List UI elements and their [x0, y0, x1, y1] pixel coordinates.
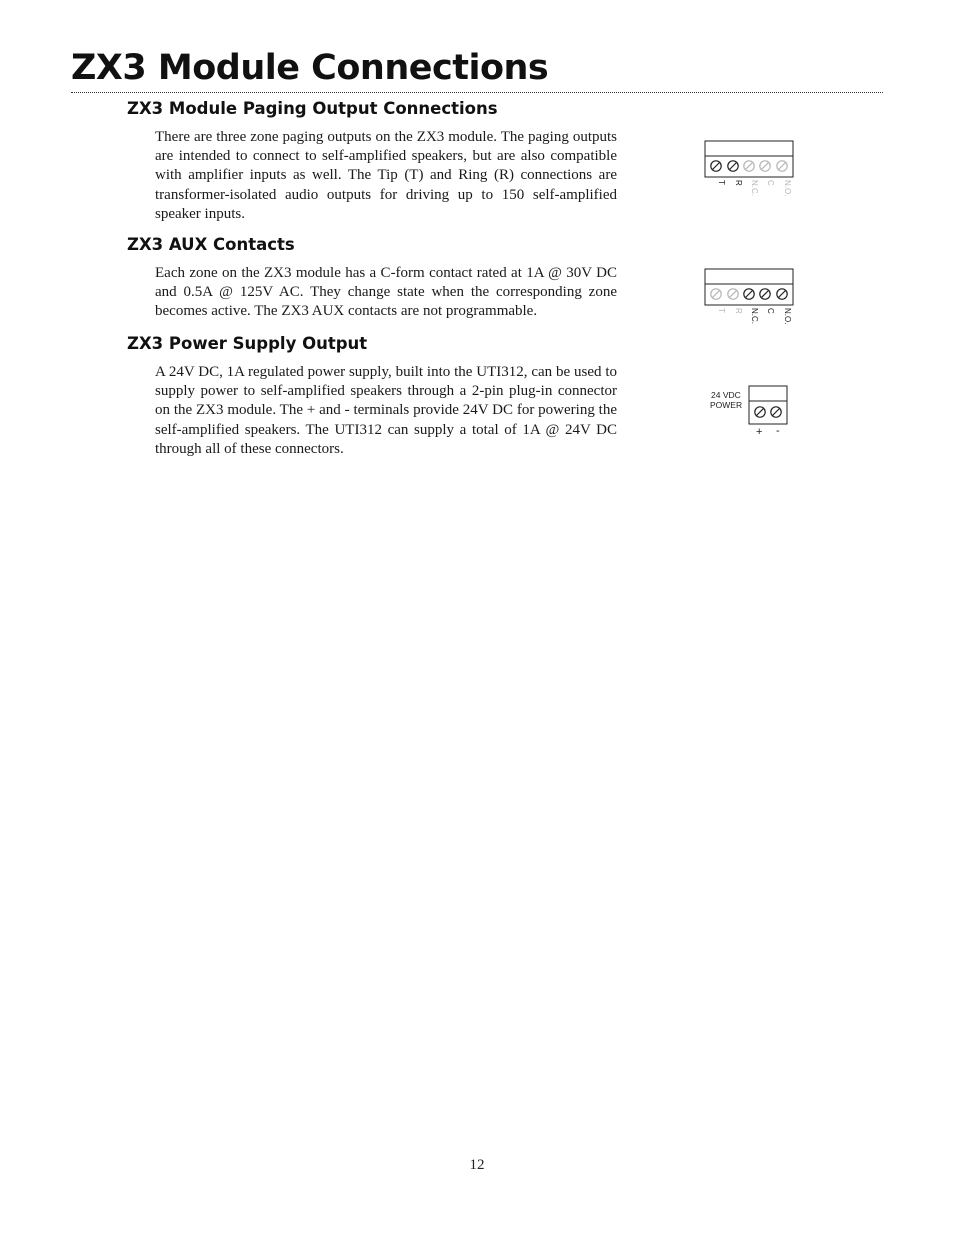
terminal-label: N.C. [750, 308, 759, 324]
terminal-label: N.O. [783, 180, 792, 197]
terminal-label: R [734, 308, 743, 314]
plus-label: + [756, 426, 763, 438]
terminal-label: T [717, 308, 726, 313]
title-divider [71, 92, 883, 93]
section-heading: ZX3 Power Supply Output [127, 334, 368, 353]
terminal-label: R [734, 180, 743, 186]
terminal-label: C [766, 308, 775, 314]
terminal-label: C [766, 180, 775, 186]
terminal-label: N.C. [750, 180, 759, 196]
section-body: There are three zone paging outputs on the ZX3 module. The paging outputs are intended to connect to self-amplified speakers, but are also compatible with amplifier inputs as well. The Tip (T) and Ring (R) connections are transformer-isolated audio outputs for driving up to 150 self-amplified speaker inputs. [155, 129, 617, 222]
section-heading: ZX3 AUX Contacts [127, 235, 295, 254]
aux-terminal-diagram [704, 268, 796, 330]
section-body: Each zone on the ZX3 module has a C-form contact rated at 1A @ 30V DC and 0.5A @ 125V AC. They change state when the corresponding zone becomes active. The ZX3 AUX contacts are not programmable. [155, 265, 617, 320]
power-label-line1: 24 VDC [711, 390, 741, 400]
section-heading: ZX3 Module Paging Output Connections [127, 99, 498, 118]
paging-terminal-diagram [704, 140, 796, 202]
power-terminal-graphic [706, 384, 792, 440]
terminal-block-graphic [704, 268, 796, 330]
terminal-label: N.O. [783, 308, 792, 325]
section-aux-contacts [127, 235, 617, 322]
page-title: ZX3 Module Connections [71, 48, 549, 88]
terminal-label: T [717, 180, 726, 185]
page-number: 12 [469, 1157, 485, 1173]
terminal-block-graphic [704, 140, 796, 202]
power-label-line2: POWER [710, 400, 743, 410]
section-body: A 24V DC, 1A regulated power supply, built into the UTI312, can be used to supply power to self-amplified speakers through a 2-pin plug-in connector on the ZX3 module. The + and - terminals provide 24V DC for powering the self-amplified speakers. The UTI312 can supply a total of 1A @ 24V DC through all of these connectors. [155, 364, 617, 457]
power-terminal-diagram [706, 384, 792, 440]
section-power-supply [127, 334, 617, 459]
section-paging-output [127, 99, 617, 224]
minus-label: - [776, 425, 780, 437]
